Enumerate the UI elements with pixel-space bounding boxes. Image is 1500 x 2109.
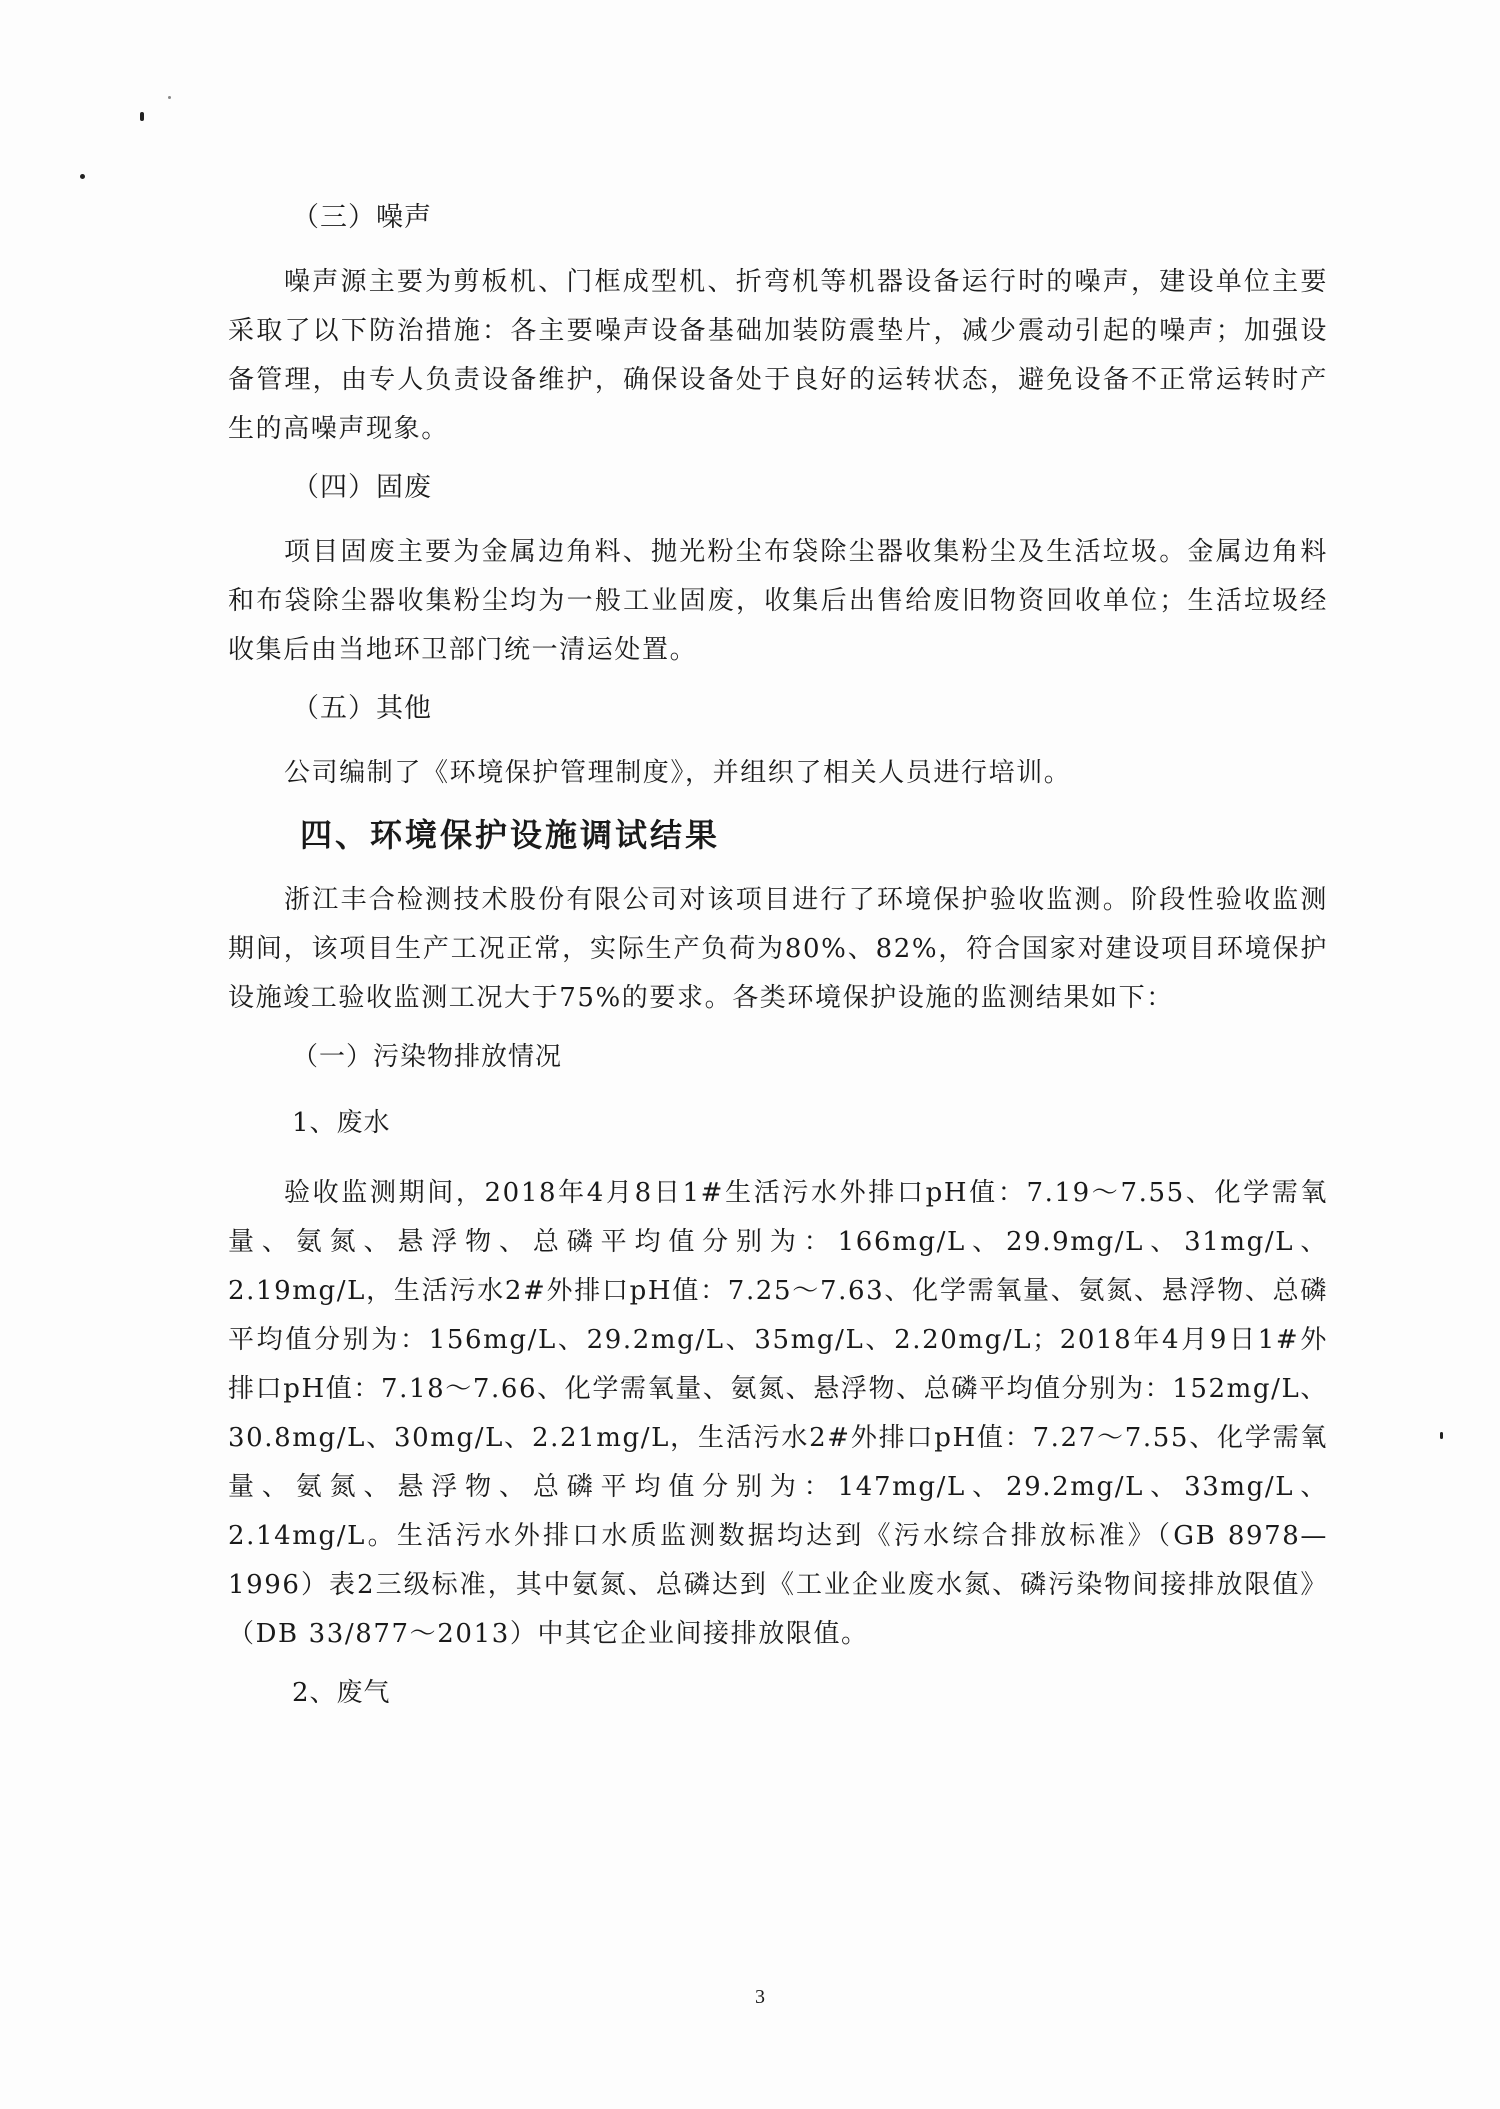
section-results (228, 812, 1328, 1713)
section-heading: （五）其他 (292, 693, 432, 724)
paragraph: 噪声源主要为剪板机、门框成型机、折弯机等机器设备运行时的噪声，建设单位主要采取了以下防治措施：各主要噪声设备基础加装防震垫片，减少震动引起的噪声；加强设备管理，由专人负责设备维护，确保设备处于良好的运转状态，避免设备不正常运转时产生的高噪声现象。 (228, 267, 1328, 444)
section-other (228, 689, 1328, 798)
section-heading: （三）噪声 (292, 202, 432, 233)
section-heading: （四）固废 (292, 472, 432, 503)
section-solid-waste (228, 468, 1328, 675)
item-heading-wastewater: 1、废水 (292, 1108, 391, 1138)
subsection-heading: （一）污染物排放情况 (292, 1042, 563, 1072)
document-body (228, 198, 1328, 1739)
item-heading-exhaust: 2、废气 (292, 1678, 391, 1708)
scan-speck (80, 174, 85, 179)
page-number: 3 (755, 1986, 765, 2008)
section-noise (228, 198, 1328, 454)
section-title: 四、环境保护设施调试结果 (300, 816, 721, 854)
scan-speck (168, 96, 171, 99)
paragraph: 项目固废主要为金属边角料、抛光粉尘布袋除尘器收集粉尘及生活垃圾。金属边角料和布袋除尘器收集粉尘均为一般工业固废，收集后出售给废旧物资回收单位；生活垃圾经收集后由当地环卫部门统一清运处置。 (228, 537, 1328, 665)
wastewater-paragraph: 验收监测期间，2018年4月8日1#生活污水外排口pH值：7.19～7.55、化学需氧量、氨氮、悬浮物、总磷平均值分别为：166mg/L、29.9mg/L、31mg/L、2.19mg/L，生活污水2#外排口pH值：7.25～7.63、化学需氧量、氨氮、悬浮物、总磷平均值分别为：156mg/L、29.2mg/L、35mg/L、2.20mg/L；2018年4月9日1#外排口pH值：7.18～7.66、化学需氧量、氨氮、悬浮物、总磷平均值分别为：152mg/L、30.8mg/L、30mg/L、2.21mg/L，生活污水2#外排口pH值：7.27～7.55、化学需氧量、氨氮、悬浮物、总磷平均值分别为：147mg/L、29.2mg/L、33mg/L、2.14mg/L。生活污水外排口水质监测数据均达到《污水综合排放标准》（GB 8978—1996）表2三级标准，其中氨氮、总磷达到《工业企业废水氮、磷污染物间接排放限值》（DB 33/877～2013）中其它企业间接排放限值。 (228, 1178, 1328, 1649)
scan-speck (1440, 1432, 1443, 1439)
paragraph: 公司编制了《环境保护管理制度》，并组织了相关人员进行培训。 (284, 758, 1072, 788)
intro-paragraph: 浙江丰合检测技术股份有限公司对该项目进行了环境保护验收监测。阶段性验收监测期间，该项目生产工况正常，实际生产负荷为80%、82%，符合国家对建设项目环境保护设施竣工验收监测工况大于75%的要求。各类环境保护设施的监测结果如下： (228, 885, 1328, 1013)
scan-speck (140, 112, 144, 121)
